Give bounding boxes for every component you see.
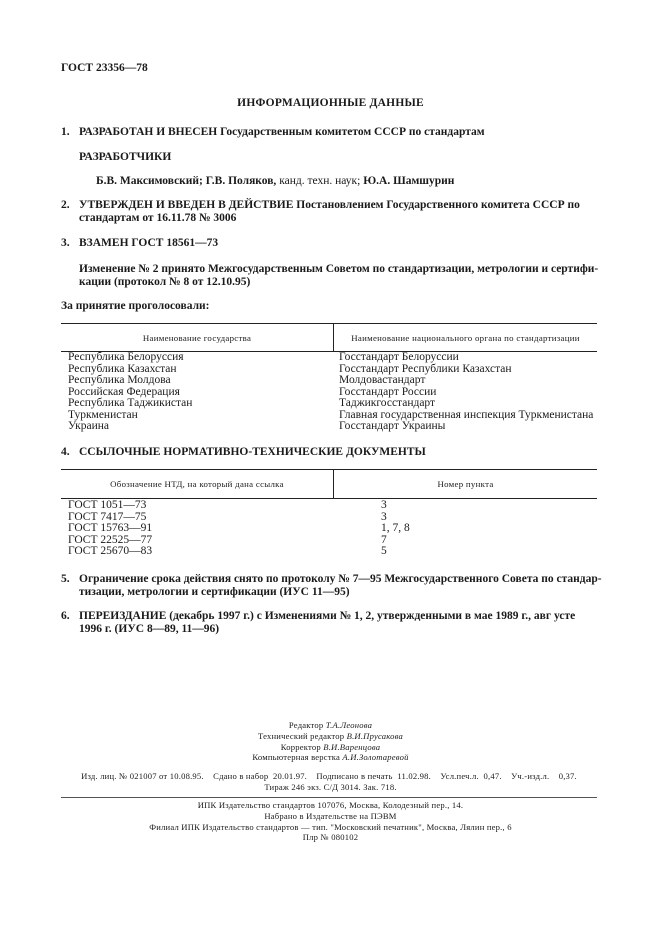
table-cell: Главная государственная инспекция Туркменистана [339, 408, 594, 421]
credit-layout [0, 752, 661, 762]
credit-label: Редактор [288, 720, 324, 730]
publisher-line-4: Плр № 080102 [302, 832, 359, 842]
credit-person: В.И.Варенцова [323, 742, 381, 752]
credit-person: В.И.Прусакова [346, 731, 404, 741]
amendment-line-2: кации (протокол № 8 от 12.10.95) [79, 276, 251, 288]
credit-label: Корректор [280, 742, 321, 752]
table-cell: Республика Белоруссия [68, 351, 184, 363]
credit-tech-editor [0, 731, 661, 741]
section-2-number: 2. [61, 199, 70, 211]
table-cell: Госстандарт Белоруссии [339, 351, 459, 363]
section-3-number: 3. [61, 237, 70, 249]
imprint-line-1: Изд. лиц. № 021007 от 10.08.95. Сдано в набор 20.01.97. Подписано в печать 11.02.98. Усл.печ.л. 0,47. Уч.-изд.л. 0,37. [81, 771, 577, 781]
table-cell: Российская Федерация [68, 385, 180, 398]
table-cell: Украина [68, 420, 109, 432]
credit-label: Компьютерная верстка [252, 752, 341, 762]
section-5-line-2: тизации, метрологии и сертификации (ИУС 11—95) [79, 586, 350, 598]
table-cell: 3 [381, 499, 387, 511]
table-cell: Госстандарт Украины [339, 420, 446, 432]
voted-label: За принятие проголосовали: [61, 300, 210, 312]
credit-person: Т.А.Леонова [325, 720, 373, 730]
table-2-top-rule [61, 469, 597, 470]
table-1-states-column [68, 352, 192, 433]
page-title: ИНФОРМАЦИОННЫЕ ДАННЫЕ [237, 97, 424, 109]
section-4-number: 4. [61, 446, 70, 458]
table-cell: 5 [381, 545, 387, 557]
table-cell: Госстандарт России [339, 385, 437, 398]
credit-editor [0, 720, 661, 730]
section-6-line-2: 1996 г. (ИУС 8—89, 11—96) [79, 623, 220, 635]
section-2-line-2: стандартам от 16.11.78 № 3006 [79, 212, 237, 224]
table-cell: ГОСТ 1051—73 [68, 499, 147, 511]
table-2-header-item: Номер пункта [437, 479, 494, 489]
table-cell: 7 [381, 533, 387, 546]
table-cell: 3 [381, 510, 387, 523]
section-6-line-1: ПЕРЕИЗДАНИЕ (декабрь 1997 г.) с Изменениями № 1, 2, утвержденными в мае 1989 г., авг усте [79, 610, 576, 622]
publisher-line-2: Набрано в Издательстве на ПЭВМ [264, 811, 397, 821]
table-2-docs-column [68, 500, 152, 558]
table-cell: Республика Молдова [68, 374, 171, 386]
amendment-line-1: Изменение № 2 принято Межгосударственным Советом по стандартизации, метрологии и сертифи- [79, 263, 599, 275]
table-1-header-body: Наименование национального органа по стандартизации [351, 333, 580, 343]
table-1-top-rule [61, 323, 597, 324]
section-4-text: ССЫЛОЧНЫЕ НОРМАТИВНО-ТЕХНИЧЕСКИЕ ДОКУМЕНТЫ [79, 446, 426, 458]
table-1-header-state: Наименование государства [142, 333, 252, 343]
table-1-bodies-column [339, 352, 593, 433]
table-cell: ГОСТ 25670—83 [68, 545, 153, 557]
table-cell: Госстандарт Республики Казахстан [339, 362, 512, 375]
publisher-line-3: Филиал ИПК Издательство стандартов — тип. "Московский печатник", Москва, Лялин пер., 6 [149, 822, 512, 832]
section-5-line-1: Ограничение срока действия снято по протоколу № 7—95 Межгосударственного Совета по стандар- [79, 573, 602, 585]
credit-label: Технический редактор [257, 731, 345, 741]
developers-label: РАЗРАБОТЧИКИ [79, 151, 172, 163]
table-cell: Республика Таджикистан [68, 397, 193, 409]
developers-list [96, 175, 454, 187]
table-cell: ГОСТ 7417—75 [68, 510, 147, 523]
table-cell: Туркменистан [68, 408, 138, 421]
imprint-line-2: Тираж 246 экз. С/Д 3014. Зак. 718. [264, 782, 397, 792]
section-1-text: РАЗРАБОТАН И ВНЕСЕН Государственным комитетом СССР по стандартам [79, 126, 485, 138]
table-cell: Республика Казахстан [68, 362, 177, 375]
document-code: ГОСТ 23356—78 [61, 62, 148, 74]
footer-divider [61, 797, 597, 798]
developer-degree: канд. техн. наук; [279, 175, 361, 187]
table-cell: 1, 7, 8 [381, 522, 410, 534]
table-2-items-column [381, 500, 410, 558]
publisher-line-1: ИПК Издательство стандартов 107076, Москва, Колодезный пер., 14. [197, 800, 464, 810]
section-1-number: 1. [61, 126, 70, 138]
table-cell: Молдовастандарт [339, 374, 426, 386]
section-3-text: ВЗАМЕН ГОСТ 18561—73 [79, 237, 219, 249]
table-cell: ГОСТ 15763—91 [68, 522, 153, 534]
credit-proofreader [0, 742, 661, 752]
section-5-number: 5. [61, 573, 70, 585]
table-cell: ГОСТ 22525—77 [68, 533, 153, 546]
section-6-number: 6. [61, 610, 70, 622]
developer-names-2: Ю.А. Шамшурин [363, 175, 455, 187]
credit-person: А.И.Золотаревой [342, 752, 409, 762]
section-2-line-1: УТВЕРЖДЕН И ВВЕДЕН В ДЕЙСТВИЕ Постановлением Государственного комитета СССР по [79, 199, 580, 211]
developer-names-1: Б.В. Максимовский; Г.В. Поляков, [96, 175, 277, 187]
table-2-header-doc: Обозначение НТД, на который дана ссылка [110, 479, 284, 489]
table-cell: Таджикгосстандарт [339, 397, 436, 409]
